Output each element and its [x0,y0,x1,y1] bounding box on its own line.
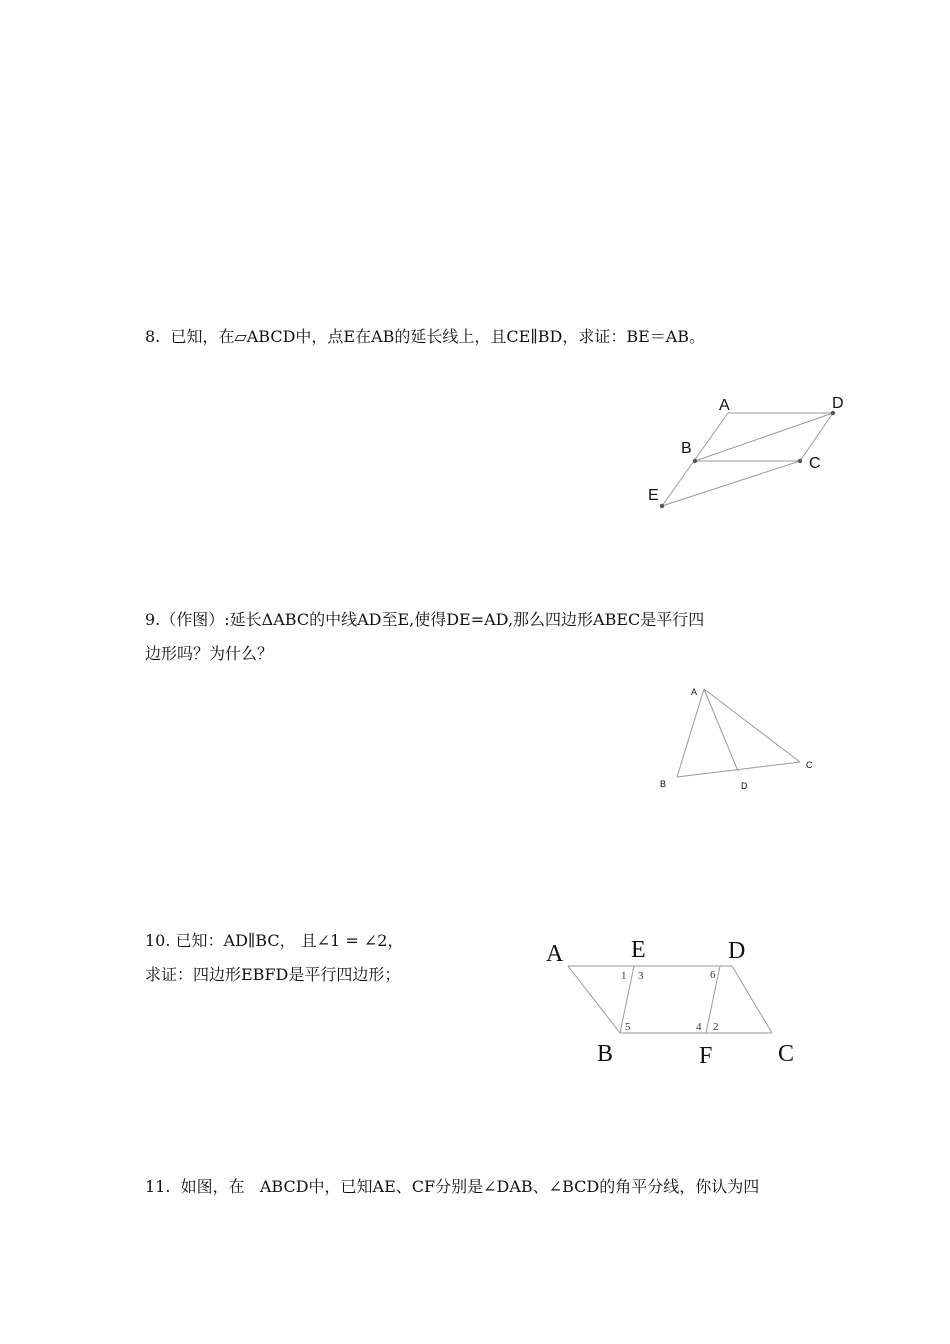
label-e: E [631,937,646,963]
label-d: D [741,781,748,791]
question-9-line-1: 9.（作图）:延长ΔABC的中线AD至E,使得DE=AD,那么四边形ABEC是平行四 [145,610,705,629]
question-10-line-1: 10. 已知：AD∥BC， 且∠1 = ∠2， [145,931,404,950]
question-9 [145,603,704,671]
point-b-marker [693,459,697,463]
point-c-marker [798,459,802,463]
label-b: B [681,440,692,457]
question-11 [145,1170,759,1204]
figure-10-parallelogram [540,930,810,1070]
label-c: C [809,455,821,472]
label-b: B [660,779,667,789]
point-e-marker [660,504,664,508]
segment-ec [662,461,800,506]
segment-ab [677,689,704,777]
angle-5: 5 [625,1021,631,1033]
question-8-text: 8. 已知，在▱ABCD中，点E在AB的延长线上，且CE∥BD，求证：BE＝AB。 [145,327,706,346]
label-c: C [778,1041,795,1067]
question-9-line-2: 边形吗？为什么？ [145,644,274,663]
segment-ac [704,689,800,762]
angle-3: 3 [638,970,644,982]
segment-dc [800,413,833,461]
segment-bc [677,762,800,777]
label-f: F [699,1043,713,1069]
angle-1: 1 [621,970,627,982]
segment-bd [695,413,833,461]
label-a: A [691,687,698,697]
label-d: D [728,938,746,964]
angle-2: 2 [713,1021,719,1033]
label-b: B [597,1041,614,1067]
label-e: E [648,487,659,504]
question-10 [145,924,403,992]
label-a: A [719,397,730,414]
angle-6: 6 [710,969,716,981]
question-11-text: 11. 如图，在 ABCD中，已知AE、CF分别是∠DAB、∠BCD的角平分线，你认为四 [145,1177,760,1196]
question-10-line-2: 求证：四边形EBFD是平行四边形； [145,965,401,984]
segment-dc [732,966,772,1033]
angle-4: 4 [696,1021,702,1033]
figure-8-parallelogram [640,390,860,520]
figure-9-triangle [650,680,830,800]
label-a: A [546,941,564,967]
question-8 [145,320,705,354]
label-d: D [832,395,844,412]
segment-ab [568,966,620,1033]
label-c: C [806,760,813,770]
